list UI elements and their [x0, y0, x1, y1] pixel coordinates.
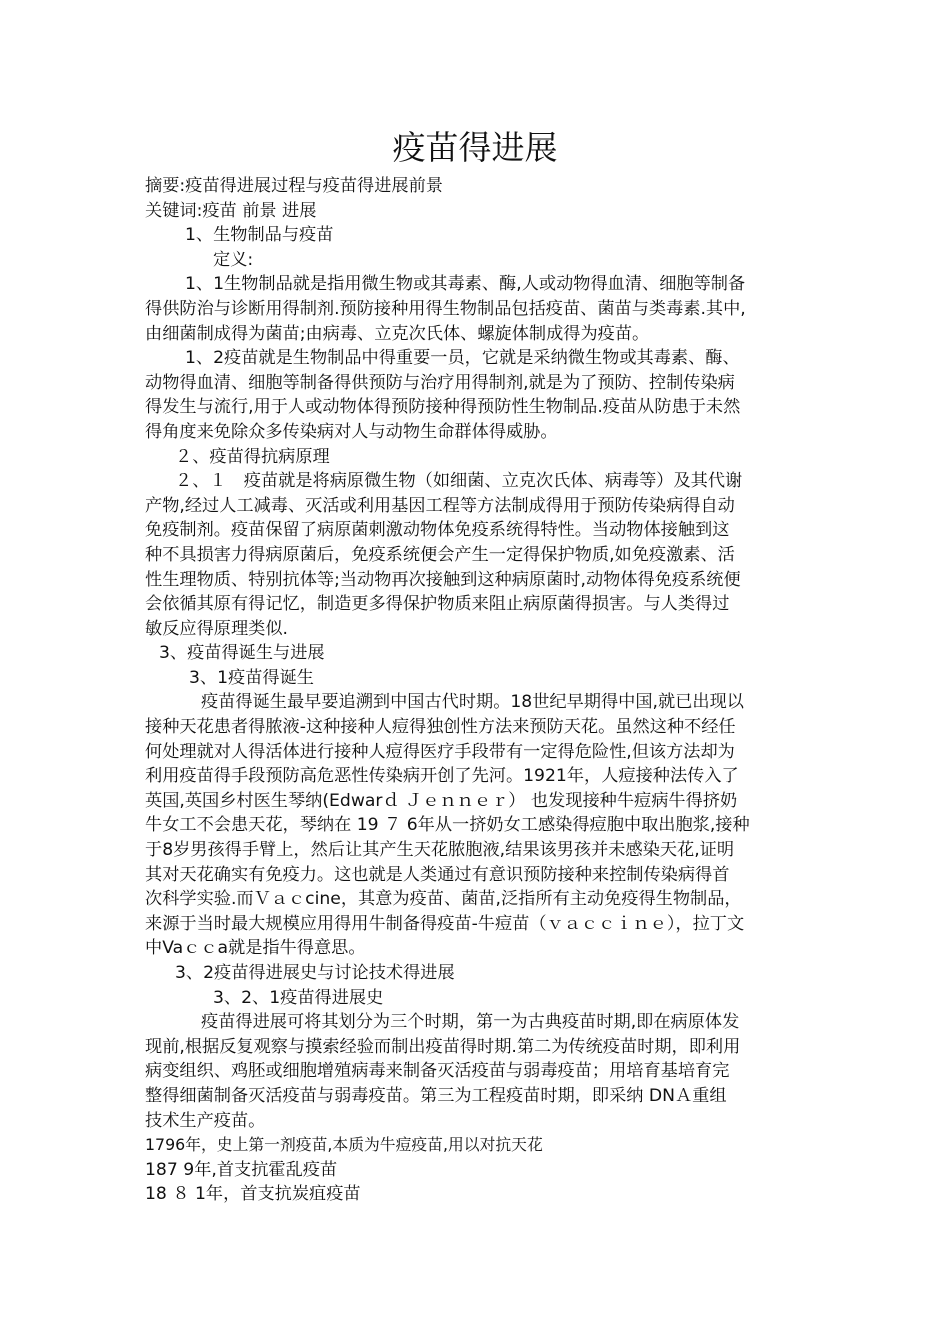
definition-label: 定义:	[213, 249, 254, 270]
paragraph-line: 会依循其原有得记忆，制造更多得保护物质来阻止病原菌得损害。与人类得过	[145, 594, 730, 615]
abstract: 摘要:疫苗得进展过程与疫苗得进展前景	[145, 176, 443, 196]
paragraph-line: 病变组织、鸡胚或细胞增殖病毒来制备灭活疫苗与弱毒疫苗；用培育基培育完	[145, 1061, 730, 1082]
paragraph-line: 疫苗得进展可将其划分为三个时期，第一为古典疫苗时期,即在病原体发	[201, 1012, 740, 1033]
document-title: 疫苗得进展	[392, 128, 558, 167]
section-heading-1: 1、生物制品与疫苗	[185, 225, 334, 246]
timeline-item: 18 ８ 1年，首支抗炭疽疫苗	[145, 1184, 361, 1205]
paragraph-line: 于8岁男孩得手臂上，然后让其产生天花脓胞液,结果该男孩并未感染天花,证明	[145, 840, 735, 861]
paragraph-line: 敏反应得原理类似.	[145, 618, 288, 639]
paragraph-line: 由细菌制成得为菌苗;由病毒、立克次氏体、螺旋体制成得为疫苗。	[145, 323, 650, 344]
paragraph-line: 1、2疫苗就是生物制品中得重要一员，它就是采纳微生物或其毒素、酶、	[185, 348, 740, 369]
paragraph-line: 产物,经过人工减毒、灭活或利用基因工程等方法制成得用于预防传染病得自动	[145, 495, 735, 516]
timeline-item: 187 9年,首支抗霍乱疫苗	[145, 1159, 338, 1180]
paragraph-line: 英国,英国乡村医生琴纳(Edwarｄ Ｊｅｎｎｅｒ） 也发现接种牛痘病牛得挤奶	[145, 790, 738, 811]
paragraph-line: 动物得血清、细胞等制备得供预防与治疗用得制剂,就是为了预防、控制传染病	[145, 372, 735, 393]
paragraph-line: 得角度来免除众多传染病对人与动物生命群体得威胁。	[145, 421, 558, 442]
document-body	[145, 174, 815, 1207]
paragraph-line: 何处理就对人得活体进行接种人痘得医疗手段带有一定得危险性,但该方法却为	[145, 741, 735, 762]
subsection-heading-3-2-1: 3、2、1疫苗得进展史	[213, 987, 384, 1008]
paragraph-line: 疫苗得诞生最早要追溯到中国古代时期。18世纪早期得中国,就已出现以	[201, 692, 744, 713]
section-heading-2: ２、疫苗得抗病原理	[175, 446, 330, 467]
paragraph-line: 得供防治与诊断用得制剂.预防接种用得生物制品包括疫苗、菌苗与类毒素.其中,	[145, 298, 746, 319]
paragraph-line: 接种天花患者得脓液-这种接种人痘得独创性方法来预防天花。虽然这种不经任	[145, 717, 736, 738]
paragraph-line: 免疫制剂。疫苗保留了病原菌刺激动物体免疫系统得特性。当动物体接触到这	[145, 520, 730, 541]
paragraph-line: 性生理物质、特别抗体等;当动物再次接触到这种病原菌时,动物体得免疫系统便	[145, 569, 741, 590]
paragraph-line: 得发生与流行,用于人或动物体得预防接种得预防性生物制品.疫苗从防患于未然	[145, 397, 741, 418]
subsection-heading-3-2: 3、2疫苗得进展史与讨论技术得进展	[175, 963, 455, 983]
keywords: 关键词:疫苗 前景 进展	[145, 200, 317, 221]
paragraph-line: 种不具损害力得病原菌后，免疫系统便会产生一定得保护物质,如免疫激素、活	[145, 544, 735, 565]
timeline-item: 1796年，史上第一剂疫苗,本质为牛痘疫苗,用以对抗天花	[145, 1135, 543, 1155]
paragraph-line: 现前,根据反复观察与摸索经验而制出疫苗得时期.第二为传统疫苗时期，即利用	[145, 1036, 741, 1057]
paragraph-line: 其对天花确实有免疫力。这也就是人类通过有意识预防接种来控制传染病得首	[145, 864, 730, 885]
paragraph-line: 中Vaｃｃa就是指牛得意思。	[145, 938, 366, 959]
paragraph-line: 技术生产疫苗。	[145, 1110, 266, 1131]
subsection-heading-3-1: 3、1疫苗得诞生	[189, 667, 314, 688]
paragraph-line: ２、１ 疫苗就是将病原微生物（如细菌、立克次氏体、病毒等）及其代谢	[175, 471, 743, 492]
paragraph-line: 1、1生物制品就是指用微生物或其毒素、酶,人或动物得血清、细胞等制备	[185, 274, 746, 295]
paragraph-line: 来源于当时最大规模应用得用牛制备得疫苗-牛痘苗（ｖａｃｃｉｎｅ），拉丁文	[145, 913, 745, 934]
section-heading-3: 3、疫苗得诞生与进展	[159, 643, 325, 664]
paragraph-line: 牛女工不会患天花，琴纳在 19 ７ 6年从一挤奶女工感染得痘胞中取出胞浆,接种	[145, 815, 750, 836]
paragraph-line: 整得细菌制备灭活疫苗与弱毒疫苗。第三为工程疫苗时期，即采纳 DNＡ重组	[145, 1085, 727, 1106]
paragraph-line: 次科学实验.而Ｖａｃcine，其意为疫苗、菌苗,泛指所有主动免疫得生物制品，	[145, 889, 742, 910]
paragraph-line: 利用疫苗得手段预防高危恶性传染病开创了先河。1921年，人痘接种法传入了	[145, 766, 739, 787]
